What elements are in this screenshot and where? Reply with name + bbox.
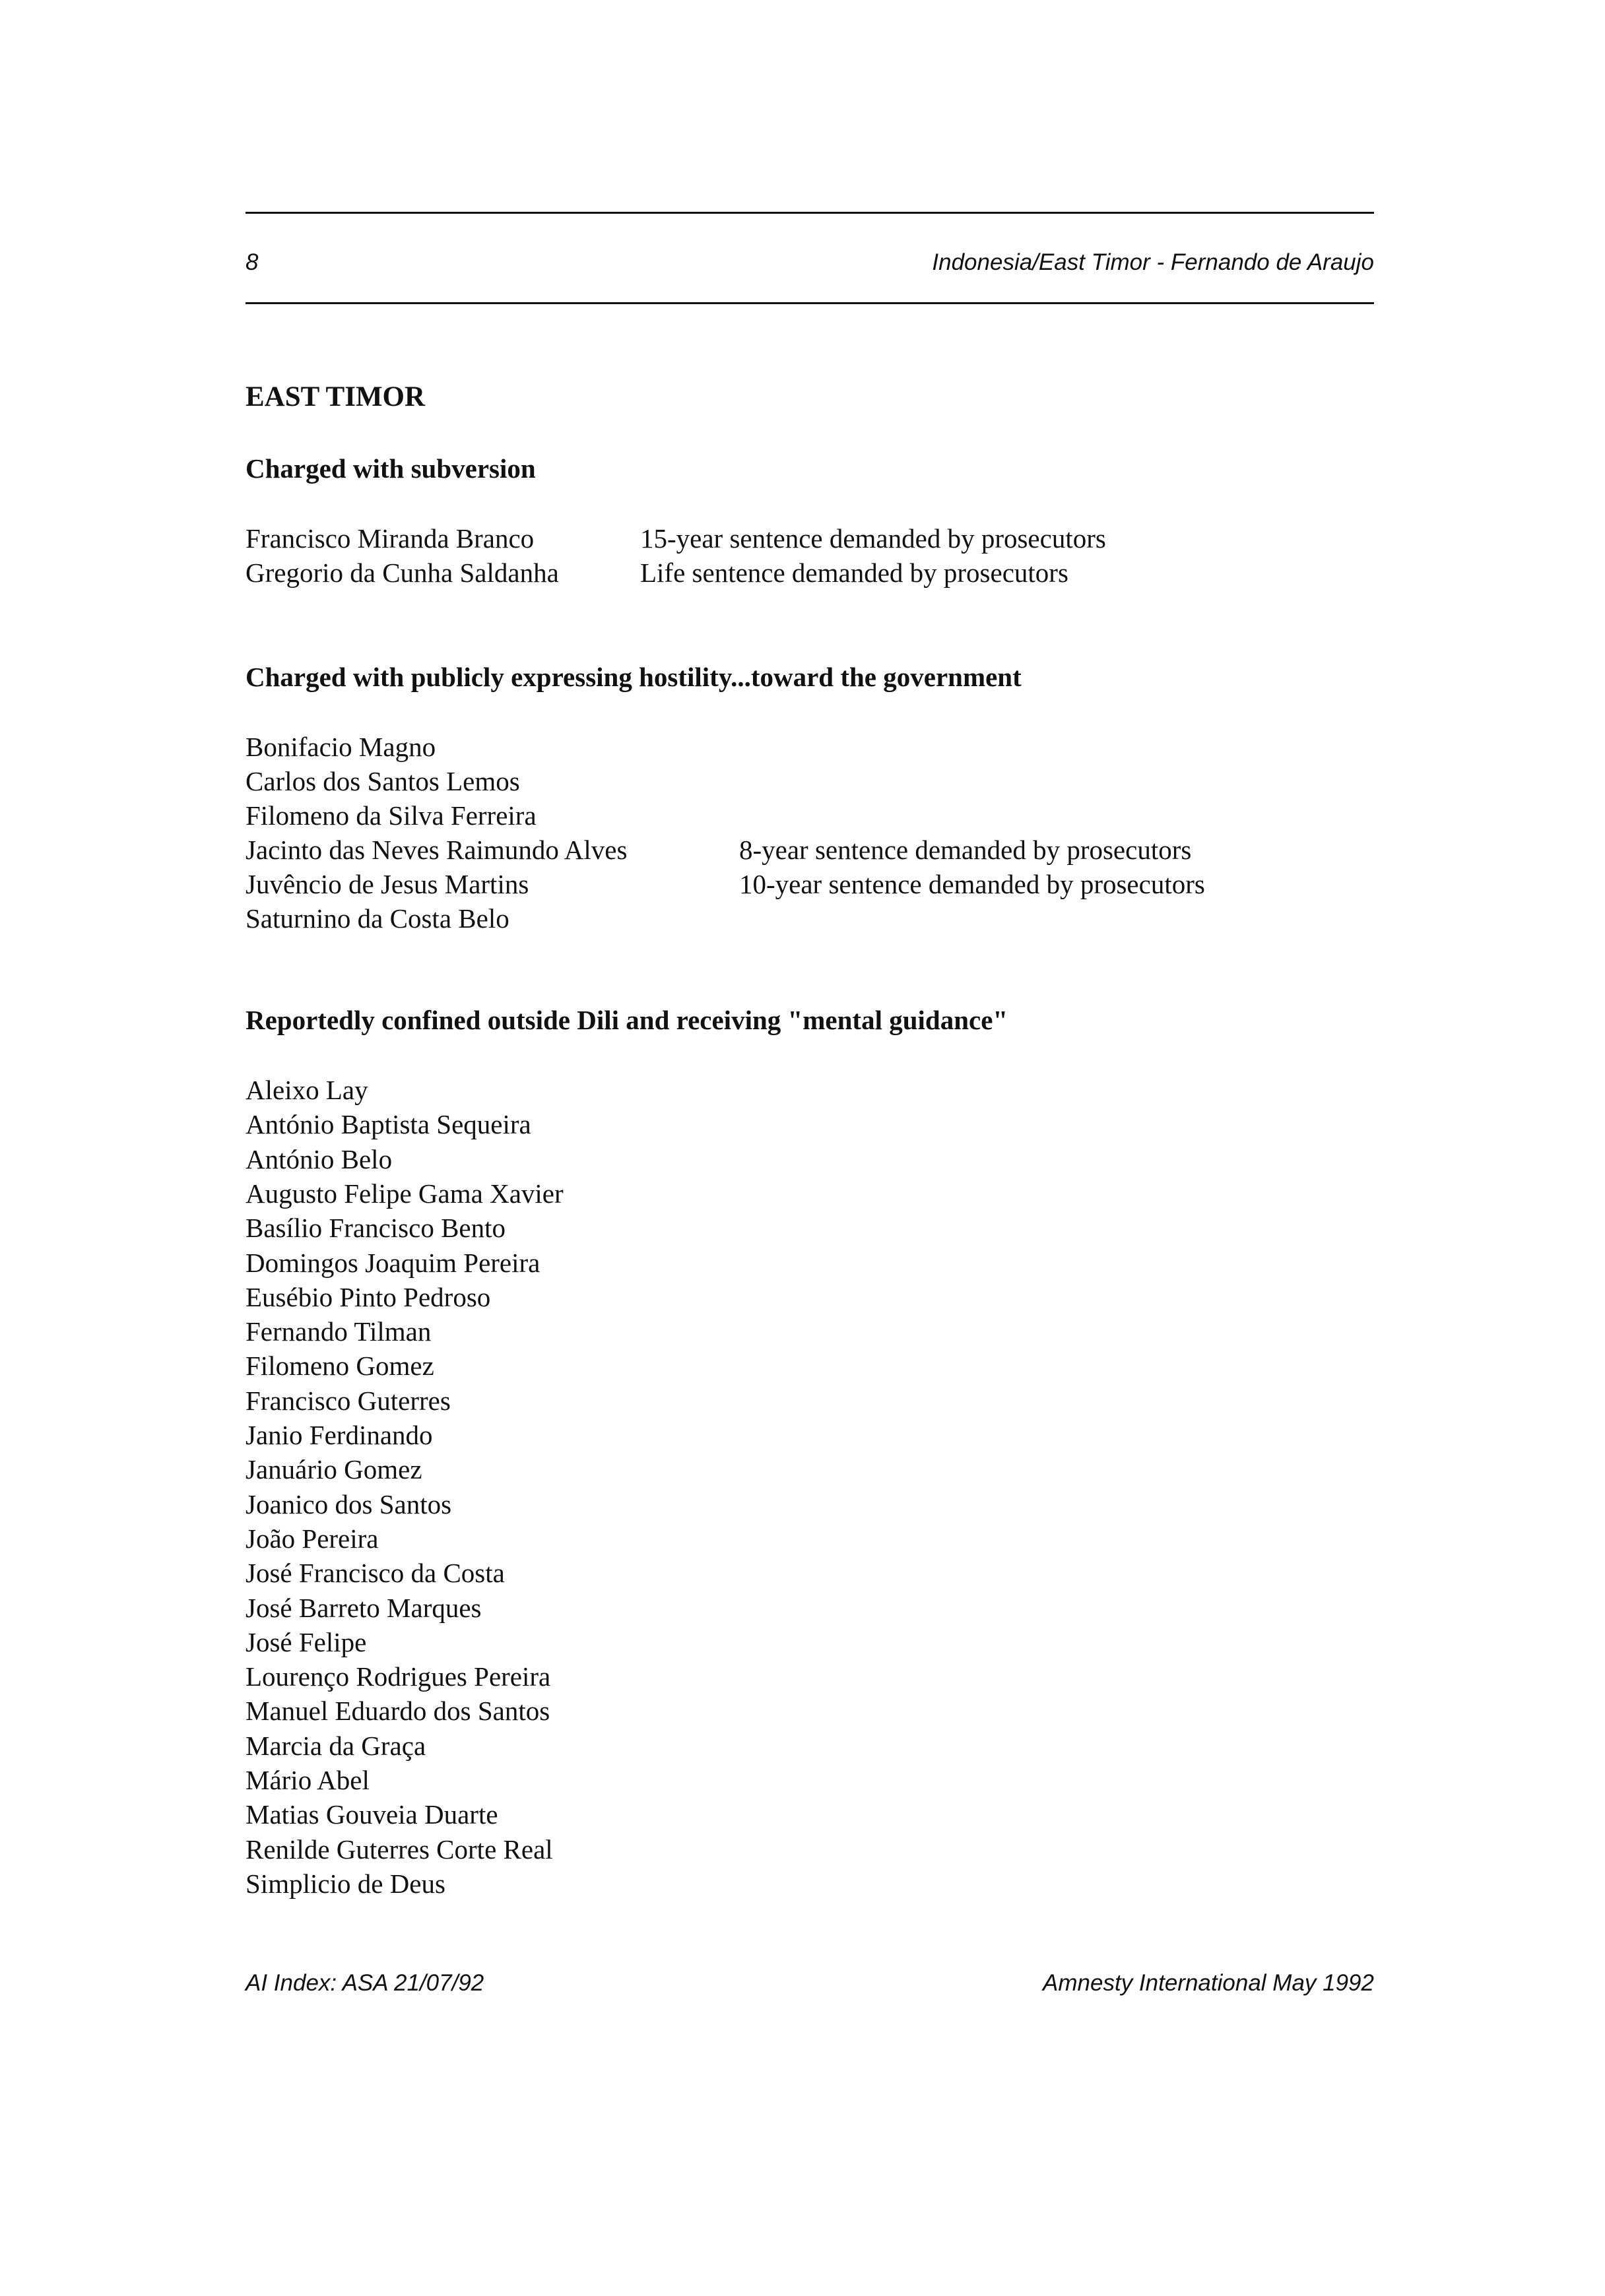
entry-name: Simplicio de Deus bbox=[246, 1868, 445, 1899]
list-item bbox=[246, 765, 520, 797]
footer-publisher: Amnesty International May 1992 bbox=[1043, 1970, 1374, 1996]
entry-name: Renilde Guterres Corte Real bbox=[246, 1834, 553, 1865]
group-heading-subversion: Charged with subversion bbox=[246, 453, 536, 484]
list-item bbox=[246, 1523, 379, 1554]
list-item bbox=[246, 1419, 433, 1451]
list-item bbox=[246, 868, 1205, 900]
list-item bbox=[246, 523, 1106, 554]
entry-name: Francisco Guterres bbox=[246, 1386, 451, 1416]
entry-name: Joanico dos Santos bbox=[246, 1489, 452, 1519]
entry-name: Francisco Miranda Branco bbox=[246, 523, 535, 554]
entry-name: Carlos dos Santos Lemos bbox=[246, 766, 520, 796]
entry-name: Domingos Joaquim Pereira bbox=[246, 1248, 540, 1278]
list-item bbox=[246, 1592, 482, 1624]
list-item bbox=[246, 1453, 422, 1485]
list-item bbox=[246, 1488, 451, 1520]
list-item bbox=[246, 800, 537, 831]
entry-name: Augusto Felipe Gama Xavier bbox=[246, 1178, 564, 1209]
list-item bbox=[246, 1350, 434, 1382]
list-item bbox=[246, 557, 1068, 589]
entry-name: Saturnino da Costa Belo bbox=[246, 903, 509, 934]
entry-name: Marcia da Graça bbox=[246, 1731, 426, 1761]
entry-note: 15-year sentence demanded by prosecutors bbox=[640, 523, 1106, 554]
list-item bbox=[246, 1764, 370, 1796]
list-item bbox=[246, 1212, 506, 1244]
section-title: EAST TIMOR bbox=[246, 381, 426, 412]
list-item bbox=[246, 1108, 531, 1140]
entry-name: Jacinto das Neves Raimundo Alves bbox=[246, 835, 628, 865]
entry-name: Manuel Eduardo dos Santos bbox=[246, 1696, 550, 1726]
entry-name: António Belo bbox=[246, 1144, 393, 1174]
list-item bbox=[246, 1316, 431, 1347]
entry-name: José Felipe bbox=[246, 1627, 367, 1657]
list-item bbox=[246, 834, 1192, 866]
header-bottom-rule bbox=[246, 302, 1374, 304]
list-item bbox=[246, 1074, 368, 1106]
list-item bbox=[246, 1834, 553, 1865]
entry-name: Janio Ferdinando bbox=[246, 1420, 433, 1450]
entry-name: Filomeno da Silva Ferreira bbox=[246, 800, 537, 831]
entry-name: Bonifacio Magno bbox=[246, 732, 436, 762]
list-item bbox=[246, 1247, 540, 1279]
entry-name: José Francisco da Costa bbox=[246, 1558, 505, 1588]
list-item bbox=[246, 1661, 550, 1692]
list-item bbox=[246, 1178, 564, 1209]
group-heading-mental-guidance: Reportedly confined outside Dili and receiving "mental guidance" bbox=[246, 1005, 1008, 1035]
entry-name: José Barreto Marques bbox=[246, 1593, 482, 1623]
page-number: 8 bbox=[246, 249, 259, 275]
entry-name: Lourenço Rodrigues Pereira bbox=[246, 1661, 551, 1692]
entry-name: António Baptista Sequeira bbox=[246, 1109, 531, 1139]
list-item bbox=[246, 1143, 392, 1175]
entry-name: Mário Abel bbox=[246, 1765, 370, 1795]
entry-name: Gregorio da Cunha Saldanha bbox=[246, 558, 559, 588]
entry-name: Eusébio Pinto Pedroso bbox=[246, 1282, 491, 1312]
group-heading-hostility: Charged with publicly expressing hostility...toward the government bbox=[246, 662, 1022, 692]
list-item bbox=[246, 1626, 366, 1658]
entry-name: Januário Gomez bbox=[246, 1454, 422, 1484]
list-item bbox=[246, 1799, 498, 1830]
entry-name: Aleixo Lay bbox=[246, 1075, 368, 1105]
list-item bbox=[246, 1695, 550, 1727]
entry-name: Filomeno Gomez bbox=[246, 1351, 434, 1381]
list-item bbox=[246, 731, 436, 763]
entry-name: Matias Gouveia Duarte bbox=[246, 1799, 498, 1830]
entry-note: Life sentence demanded by prosecutors bbox=[640, 558, 1068, 588]
list-item bbox=[246, 903, 509, 934]
entry-note: 8-year sentence demanded by prosecutors bbox=[739, 835, 1192, 865]
footer-index: AI Index: ASA 21/07/92 bbox=[246, 1970, 484, 1996]
entry-name: Juvêncio de Jesus Martins bbox=[246, 869, 529, 899]
list-item bbox=[246, 1385, 451, 1417]
entry-name: Basílio Francisco Bento bbox=[246, 1213, 506, 1243]
entry-note: 10-year sentence demanded by prosecutors bbox=[739, 869, 1205, 899]
header-top-rule bbox=[246, 212, 1374, 214]
entry-name: João Pereira bbox=[246, 1523, 379, 1554]
list-item bbox=[246, 1868, 445, 1899]
list-item bbox=[246, 1281, 490, 1313]
running-title: Indonesia/East Timor - Fernando de Araujo bbox=[932, 249, 1374, 275]
list-item bbox=[246, 1557, 505, 1589]
list-item bbox=[246, 1730, 426, 1762]
entry-name: Fernando Tilman bbox=[246, 1316, 432, 1347]
